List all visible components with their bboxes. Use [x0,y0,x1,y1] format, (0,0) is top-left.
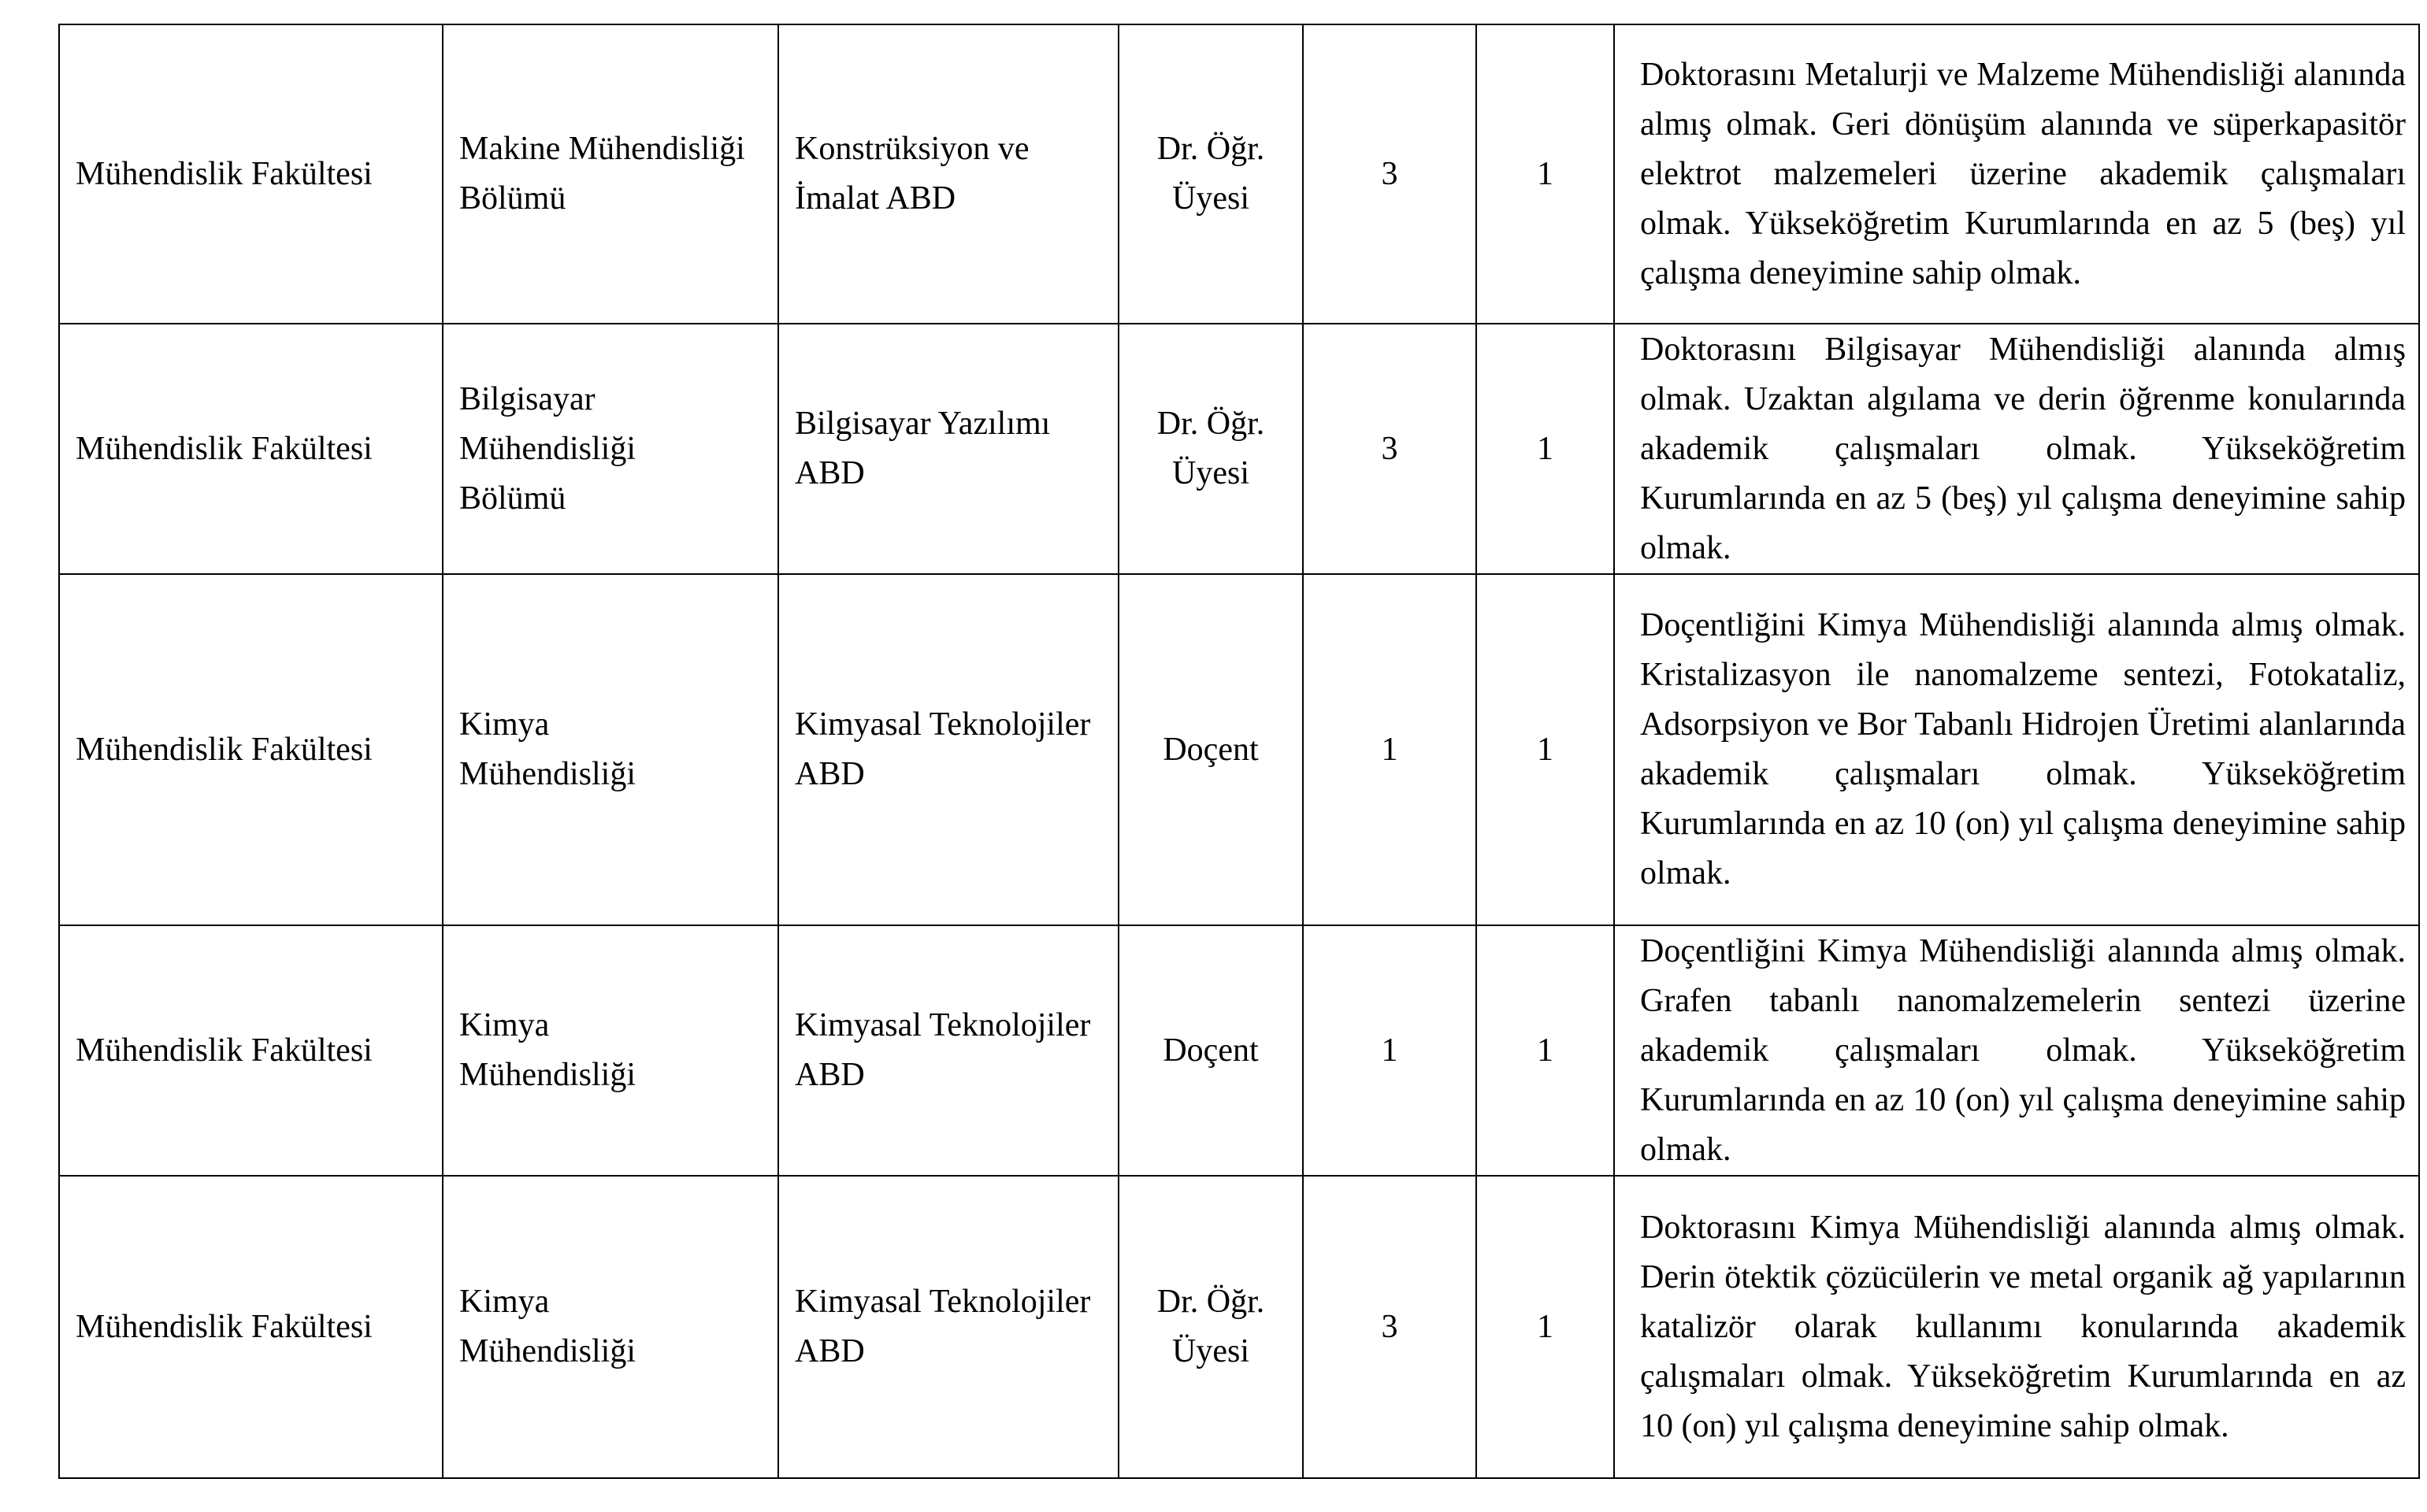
position-table-wrapper [58,24,2418,1479]
position-count-cell: 3 [1303,1176,1476,1478]
faculty-cell: Mühendislik Fakültesi [59,574,443,925]
quota-cell: 1 [1476,324,1614,574]
abd-cell: Bilgisayar Yazılımı ABD [778,324,1119,574]
faculty-cell: Mühendislik Fakültesi [59,925,443,1176]
abd-cell: Kimyasal Teknolojiler ABD [778,1176,1119,1478]
requirements-cell: Doçentliğini Kimya Mühendisliği alanında almış olmak. Grafen tabanlı nanomalzemelerin sentezi üzerine akademik çalışmaları olmak. Yükseköğretim Kurumlarında en az 10 (on) yıl çalışma deneyimine sahip olmak. [1614,925,2419,1176]
abd-cell: Konstrüksiyon ve İmalat ABD [778,24,1119,324]
table-row [59,1176,2419,1478]
table-row [59,24,2419,324]
title-cell: Dr. Öğr. Üyesi [1119,1176,1303,1478]
department-cell: Kimya Mühendisliği [443,1176,778,1478]
position-count-cell: 3 [1303,324,1476,574]
title-cell: Dr. Öğr. Üyesi [1119,24,1303,324]
department-cell: Bilgisayar Mühendisliği Bölümü [443,324,778,574]
abd-cell: Kimyasal Teknolojiler ABD [778,925,1119,1176]
table-row [59,574,2419,925]
quota-cell: 1 [1476,1176,1614,1478]
title-cell: Doçent [1119,574,1303,925]
requirements-cell: Doktorasını Metalurji ve Malzeme Mühendisliği alanında almış olmak. Geri dönüşüm alanında ve süperkapasitör elektrot malzemeleri üzerine akademik çalışmaları olmak. Yükseköğretim Kurumlarında en az 5 (beş) yıl çalışma deneyimine sahip olmak. [1614,24,2419,324]
department-cell: Kimya Mühendisliği [443,574,778,925]
table-row [59,925,2419,1176]
abd-cell: Kimyasal Teknolojiler ABD [778,574,1119,925]
title-cell: Doçent [1119,925,1303,1176]
faculty-cell: Mühendislik Fakültesi [59,1176,443,1478]
quota-cell: 1 [1476,925,1614,1176]
department-cell: Kimya Mühendisliği [443,925,778,1176]
table-row [59,324,2419,574]
faculty-cell: Mühendislik Fakültesi [59,24,443,324]
position-count-cell: 1 [1303,574,1476,925]
position-count-cell: 1 [1303,925,1476,1176]
department-cell: Makine Mühendisliği Bölümü [443,24,778,324]
quota-cell: 1 [1476,574,1614,925]
requirements-cell: Doktorasını Bilgisayar Mühendisliği alanında almış olmak. Uzaktan algılama ve derin öğrenme konularında akademik çalışmaları olmak. Yükseköğretim Kurumlarında en az 5 (beş) yıl çalışma deneyimine sahip olmak. [1614,324,2419,574]
requirements-cell: Doktorasını Kimya Mühendisliği alanında almış olmak. Derin ötektik çözücülerin ve metal organik ağ yapılarının katalizör olarak kullanımı konularında akademik çalışmaları olmak. Yükseköğretim Kurumlarında en az 10 (on) yıl çalışma deneyimine sahip olmak. [1614,1176,2419,1478]
title-cell: Dr. Öğr. Üyesi [1119,324,1303,574]
position-count-cell: 3 [1303,24,1476,324]
requirements-cell: Doçentliğini Kimya Mühendisliği alanında almış olmak. Kristalizasyon ile nanomalzeme sentezi, Fotokataliz, Adsorpsiyon ve Bor Tabanlı Hidrojen Üretimi alanlarında akademik çalışmaları olmak. Yükseköğretim Kurumlarında en az 10 (on) yıl çalışma deneyimine sahip olmak. [1614,574,2419,925]
academic-positions-table [58,24,2420,1479]
faculty-cell: Mühendislik Fakültesi [59,324,443,574]
quota-cell: 1 [1476,24,1614,324]
